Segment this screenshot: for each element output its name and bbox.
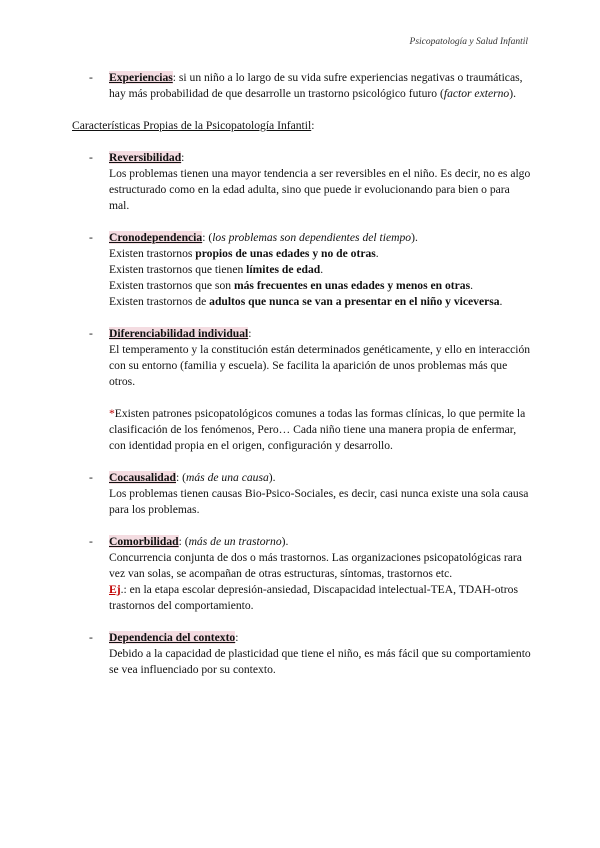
item-experiencias: [72, 70, 532, 102]
document-body: [72, 70, 532, 678]
bullet-dash: -: [89, 631, 93, 644]
item-experiencias-text: [109, 70, 532, 102]
experiencias-text-end: ).: [509, 87, 516, 100]
bullet-dash: -: [89, 231, 93, 244]
dependencia-body: Debido a la capacidad de plasticidad que tiene el niño, es más fácil que su comportamiento se vea influenciado por su contexto.: [109, 647, 531, 676]
term-experiencias: Experiencias: [109, 71, 173, 84]
diferenciabilidad-note-text: Existen patrones psicopatológicos comunes a todas las formas clínicas, lo que permite la clasificación de los fenómenos, Pero… Cada niño tiene una manera propia de enfermar, con identidad propia en el origen, configuración y desarrollo.: [109, 407, 526, 452]
comorbilidad-body: Concurrencia conjunta de dos o más trastornos. Las organizaciones psicopatológicas rara vez van solas, se acompañan de otras estructuras, síntomas, trastornos etc.: [109, 551, 522, 580]
bullet-dash: -: [89, 151, 93, 164]
cocausalidad-italic: más de una causa: [186, 471, 269, 484]
item-cronodependencia: [72, 230, 532, 310]
item-comorbilidad: - Comorbilidad: (más de un trastorno). Concurrencia conjunta de dos o más trastornos. Las organizaciones psicopatológicas rara vez van solas, se acompañan de otras estructuras, síntomas, trastornos etc. Ej.: en la etapa escolar depresión-ansiedad, Discapacidad intelectual-TEA, TDAH-otros trastornos del comportamiento.: [72, 534, 532, 614]
asterisk-mark: *: [109, 407, 115, 420]
section-colon: :: [311, 119, 315, 132]
term-dependencia: Dependencia del contexto: [109, 631, 236, 644]
comorbilidad-italic: más de un trastorno: [188, 535, 282, 548]
crono-line-4: Existen trastornos de adultos que nunca se van a presentar en el niño y viceversa.: [109, 295, 503, 308]
bullet-dash: -: [89, 327, 93, 340]
dependencia-colon: :: [235, 631, 239, 644]
item-reversibilidad: [72, 150, 532, 214]
bullet-dash: -: [89, 71, 93, 84]
diferenciabilidad-body: El temperamento y la constitución están determinados genéticamente, y ello en interacción con su entorno (familia y escuela). Se facilita la aparición de unos problemas más que otros.: [109, 343, 531, 388]
item-cocausalidad: - Cocausalidad: (más de una causa). Los problemas tienen causas Bio-Psico-Sociales, es decir, casi nunca existe una sola causa para los problemas.: [72, 470, 532, 518]
comorbilidad-example: [109, 582, 532, 614]
running-header: Psicopatología y Salud Infantil: [409, 37, 528, 47]
crono-pre: : (: [202, 231, 213, 244]
crono-line-3: Existen trastornos que son más frecuentes en unas edades y menos en otras.: [109, 279, 474, 292]
term-comorbilidad: Comorbilidad: [109, 535, 179, 548]
term-cronodependencia: Cronodependencia: [109, 231, 203, 244]
diferenciabilidad-note: [109, 406, 532, 454]
crono-post: ).: [411, 231, 418, 244]
diferenciabilidad-colon: :: [248, 327, 252, 340]
example-text: .: en la etapa escolar depresión-ansiedad, Discapacidad intelectual-TEA, TDAH-otros trastornos del comportamiento.: [109, 583, 518, 612]
term-diferenciabilidad: Diferenciabilidad individual: [109, 327, 249, 340]
bullet-dash: -: [89, 471, 93, 484]
term-reversibilidad: Reversibilidad: [109, 151, 182, 164]
section-title: Características Propias de la Psicopatología Infantil: [72, 119, 312, 132]
crono-italic: los problemas son dependientes del tiempo: [212, 231, 412, 244]
example-label: Ej: [109, 583, 121, 596]
experiencias-italic: factor externo: [443, 87, 510, 100]
term-cocausalidad: Cocausalidad: [109, 471, 177, 484]
experiencias-text: : si un niño a lo largo de su vida sufre experiencias negativas o traumáticas, hay más probabilidad de que desarrolle un trastorno psicológico futuro (: [109, 71, 523, 100]
item-dependencia: [72, 630, 532, 678]
crono-line-1: Existen trastornos propios de unas edades y no de otras.: [109, 247, 379, 260]
crono-line-2: Existen trastornos que tienen límites de edad.: [109, 263, 324, 276]
bullet-dash: -: [89, 535, 93, 548]
section-heading: [72, 118, 532, 134]
reversibilidad-body: Los problemas tienen una mayor tendencia a ser reversibles en el niño. Es decir, no es algo estructurado como en la edad adulta, sino que puede ir evolucionando para bien o para mal.: [109, 167, 531, 212]
reversibilidad-colon: :: [181, 151, 185, 164]
cocausalidad-body: Los problemas tienen causas Bio-Psico-Sociales, es decir, casi nunca existe una sola causa para los problemas.: [109, 487, 529, 516]
item-diferenciabilidad: [72, 326, 532, 454]
